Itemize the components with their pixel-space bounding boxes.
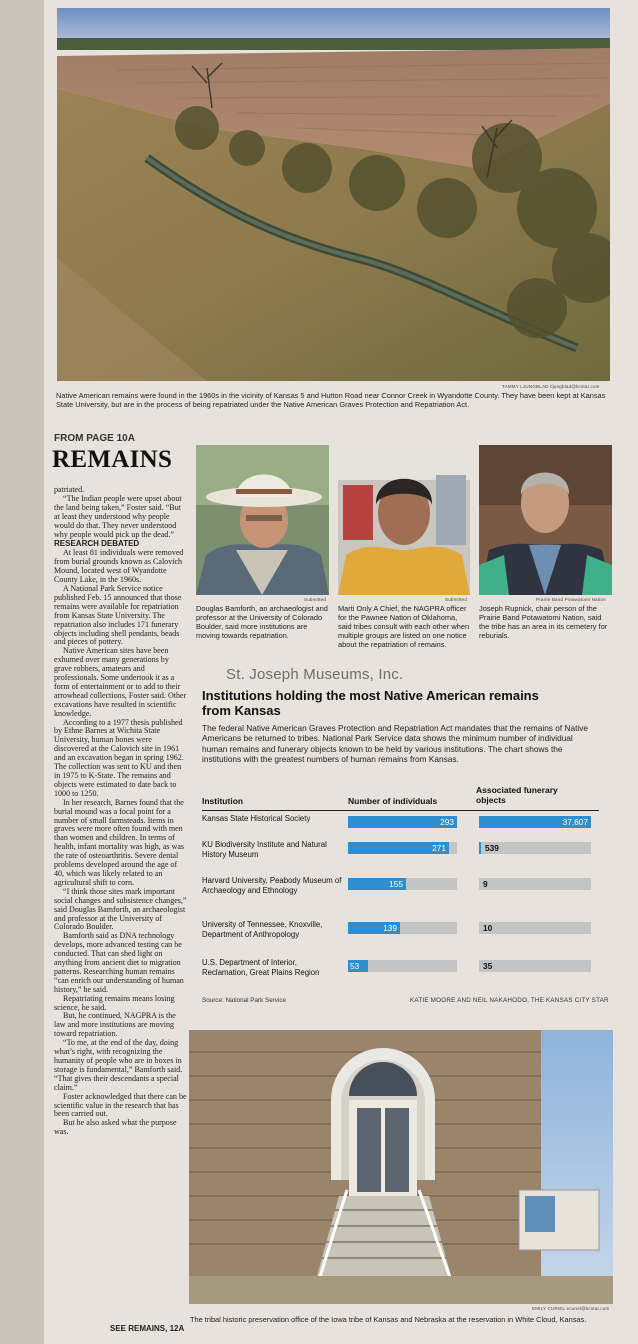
building-photo [189, 1030, 613, 1304]
bar-track [479, 960, 591, 972]
institution-label: Kansas State Historical Society [202, 814, 311, 823]
chart-title: Institutions holding the most Native American remains from Kansas [202, 688, 539, 718]
col-head-institution: Institution [202, 796, 244, 806]
institution-label: Harvard University, Peabody Museum of Archaeology and Ethnology [202, 876, 342, 895]
portrait-only-a-chief [338, 445, 470, 595]
col-head-objects: Associated funerary objects [476, 785, 558, 805]
bar-track [348, 878, 457, 890]
subhead: RESEARCH DEBATED [54, 539, 140, 549]
paragraph: patriated. [54, 485, 85, 494]
bar-track [479, 816, 591, 828]
portrait-rupnick [479, 445, 612, 595]
chart-source: Source: National Park Service [202, 997, 286, 1004]
bar-value-label: 53 [350, 961, 360, 971]
bar-track [479, 922, 591, 934]
photo-credit: EMILY CURIEL ecuriel@kcstar.com [532, 1306, 610, 1311]
landscape-photo [57, 8, 610, 381]
bar-track [479, 878, 591, 890]
portrait-credit: Submitted [304, 597, 327, 602]
bar-value-label: 293 [440, 817, 454, 827]
paragraph: “I think those sites mark important social changes and subsistence changes,” said Douglas Bamforth, an archaeologist and professor at the University of Colorado Boulder. [54, 886, 187, 932]
institution-label: U.S. Department of Interior, Reclamation, Great Plains Region [202, 958, 320, 977]
article-body [54, 486, 187, 1137]
bar-value-label: 271 [432, 843, 446, 853]
paragraph: Repatriating remains means losing science, he said. [54, 993, 175, 1012]
bar-value-label: 539 [485, 843, 499, 853]
paragraph: A National Park Service notice published Feb. 15 announced that those remains were available for repatriation from Kansas State University. The repatriation also includes 171 funerary objects including shell pendants, beads and pieces of pottery. [54, 583, 182, 647]
chart-intro: The federal Native American Graves Protection and Repatriation Act mandates that the remains of Native Americans be returned to tribes. National Park Service data shows the minimum number of individual human remains and funerary objects known to be held by various institutions. The chart shows the institutions with the greatest numbers of human remains from Kansas. [202, 723, 589, 765]
bar-track [348, 922, 457, 934]
bar-value-label: 139 [383, 923, 397, 933]
paragraph: In her research, Barnes found that the burial mound was a focal point for a number of small farmsteads. Items in graves were more often found with men than women and children. In terms of health, infant mortality was high, as was the rate of osteoarthritis. Severe dental problems developed around the age of 40, which was likely related to an agricultural shift to corn. [54, 797, 185, 887]
paragraph: Foster acknowledged that there can be scientific value in the research that has been carried out. [54, 1091, 187, 1119]
paragraph: At least 81 individuals were removed from burial grounds known as Calovich Mound, located west of Wyandotte County Lake, in the 1960s. [54, 548, 184, 585]
col-head-individuals: Number of individuals [348, 796, 438, 806]
watermark-text: St. Joseph Museums, Inc. [226, 666, 404, 683]
portrait-bamforth [196, 445, 329, 595]
bar-value-label: 10 [483, 923, 493, 933]
portrait-caption: Joseph Rupnick, chair person of the Prairie Band Potawatomi Nation, said the tribe has an area in its cemetery for reburials. [479, 604, 608, 640]
paragraph: But, he continued, NAGPRA is the law and more institutions are moving toward repatriation. [54, 1011, 176, 1039]
bar-value-label: 9 [483, 879, 488, 889]
bar-track [479, 842, 591, 854]
paragraph: But he also asked what the purpose was. [54, 1118, 177, 1137]
institution-label: University of Tennessee, Knoxville, Department of Anthropology [202, 920, 323, 939]
photo-caption: Native American remains were found in the 1960s in the vicinity of Kansas 5 and Hutton Road near Connor Creek in Wyandotte County. They have been kept at Kansas State University, but are in the process of being repatriated under the Native American Graves Protection and Repatriation Act. [56, 391, 606, 409]
portrait-credit: Prairie Band Potawatomi Nation [536, 597, 606, 602]
bar-track [348, 960, 457, 972]
paragraph: “The Indian people were upset about the land being taken,” Foster said. “But at least they understood why people would do that. They never understood why people would pick up the dead.” [54, 493, 182, 539]
bar-track [348, 816, 457, 828]
portrait-credit: Submitted [445, 597, 468, 602]
header-rule [202, 810, 599, 811]
bar-value-label: 37,607 [562, 817, 588, 827]
paragraph: Bamforth said as DNA technology develops, more advanced testing can be conducted. That can shed light on anything from ancient diet to migration patterns. Researching human remains “can enrich our understanding of human history,” he said. [54, 931, 184, 994]
paragraph: Native American sites have been exhumed over many generations by grave robbers, amateurs and professionals. Some undertook it as a form of entertainment or to add to their arrowhead collections, Foster said. Other excavations have resulted in scientific knowledge. [54, 646, 187, 718]
headline: REMAINS [52, 446, 173, 473]
bar-value-label: 155 [389, 879, 403, 889]
objects-bar [479, 842, 481, 854]
portrait-caption: Douglas Bamforth, an archaeologist and professor at the University of Colorado Boulder, said more institutions are moving towards repatriation. [196, 604, 328, 640]
portrait-caption: Marti Only A Chief, the NAGPRA officer for the Pawnee Nation of Oklahoma, said tribes consult with each other when multiple groups are listed on one notice about the repatriation of remains. [338, 604, 470, 649]
jump-line: SEE REMAINS, 12A [110, 1324, 185, 1333]
photo-caption: The tribal historic preservation office of the Iowa tribe of Kansas and Nebraska at the reservation in White Cloud, Kansas. [190, 1315, 587, 1324]
kicker: FROM PAGE 10A [54, 433, 135, 444]
bar-track [348, 842, 457, 854]
chart-credit: KATIE MOORE AND NEIL NAKAHODO, THE KANSAS CITY STAR [410, 997, 609, 1004]
institution-label: KU Biodiversity Institute and Natural History Museum [202, 840, 327, 859]
photo-credit: TAMMY LJUNGBLAD tljungblad@kcstar.com [502, 384, 600, 389]
paragraph: According to a 1977 thesis published by Ethne Barnes at Wichita State University, human bones were discovered at the Calovich site in 1961 and an excavation began in spring 1962. The collection was sent to KU and then in 1975 to K-State. The remains and objects were estimated to date back to 1000 to 1250. [54, 717, 184, 798]
paragraph: “To me, at the end of the day, doing what’s right, with recognizing the humanity of people who are in boxes in storage is fundamental,” Bamforth said. “That gives their descendants a special claim.” [54, 1038, 183, 1092]
bar-value-label: 35 [483, 961, 493, 971]
